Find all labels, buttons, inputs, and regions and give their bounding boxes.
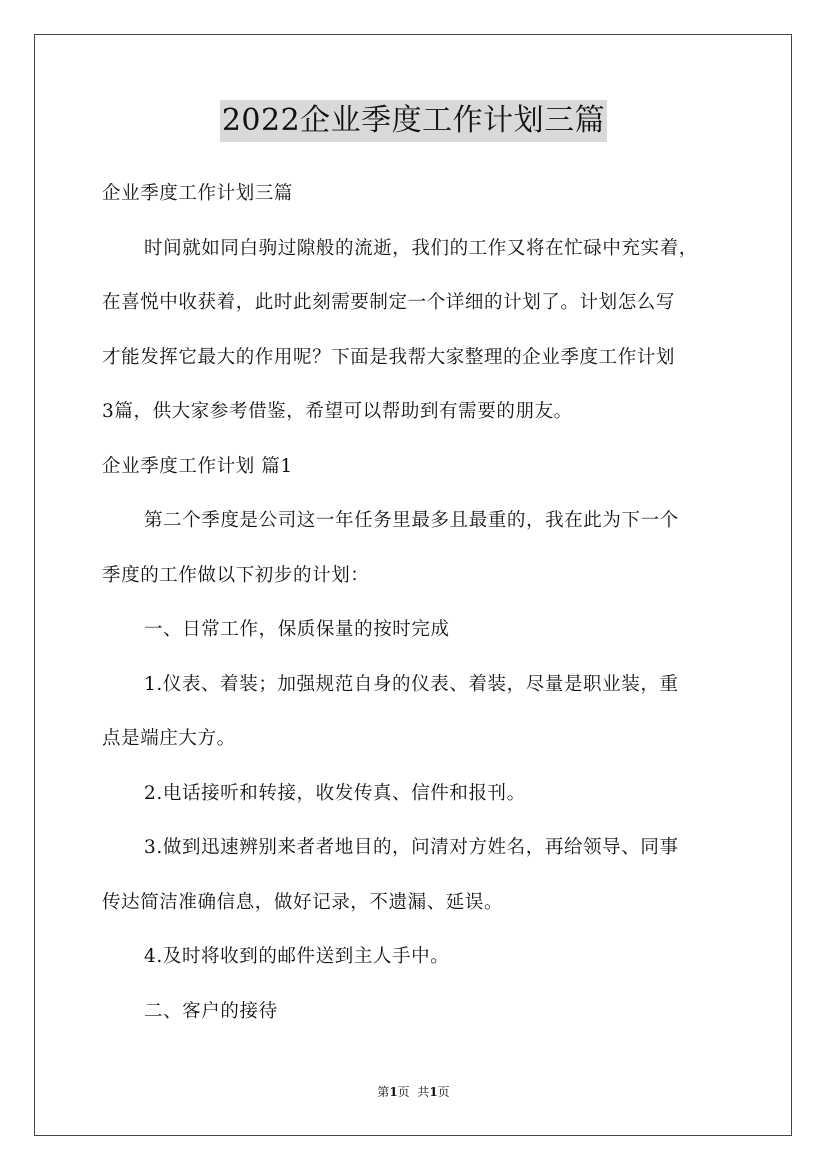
text-line: 在喜悦中收获着，此时此刻需要制定一个详细的计划了。计划怎么写 [102,292,676,313]
text-line: 才能发挥它最大的作用呢？下面是我帮大家整理的企业季度工作计划 [102,346,676,368]
text-line: 第二个季度是公司这一年任务里最多且最重的，我在此为下一个 [144,510,679,531]
text-line: 2.电话接听和转接，收发传真、信件和报刊。 [144,782,526,804]
text-line: 点是端庄大方。 [102,728,236,749]
text-line: 二、客户的接待 [144,1000,278,1022]
footer-page-suffix: 页 [437,1085,450,1099]
text-line: 时间就如同白驹过隙般的流逝，我们的工作又将在忙碌中充实着， [144,237,698,259]
footer-page-number: 1 [389,1085,398,1099]
text-line: 3.做到迅速辨别来者者地目的，问清对方姓名，再给领导、同事 [144,837,679,858]
text-line: 企业季度工作计划 篇1 [102,455,293,477]
text-line: 1.仪表、着装；加强规范自身的仪表、着装，尽量是职业装，重 [144,673,679,695]
document-body [102,172,728,1044]
text-line: 一、日常工作，保质保量的按时完成 [144,619,450,640]
title-container [0,100,827,142]
footer-page-mid: 页 共 [397,1085,430,1099]
text-line: 企业季度工作计划三篇 [102,183,294,204]
document-title: 2022企业季度工作计划三篇 [220,100,607,142]
footer-page-prefix: 第 [377,1085,390,1099]
page-footer [0,1082,827,1102]
text-line: 季度的工作做以下初步的计划： [102,564,370,586]
footer-page-total: 1 [429,1085,438,1099]
text-line: 传达简洁准确信息，做好记录，不遗漏、延误。 [102,891,504,913]
text-line: 3篇，供大家参考借鉴，希望可以帮助到有需要的朋友。 [102,401,573,422]
text-line: 4.及时将收到的邮件送到主人手中。 [144,946,450,967]
